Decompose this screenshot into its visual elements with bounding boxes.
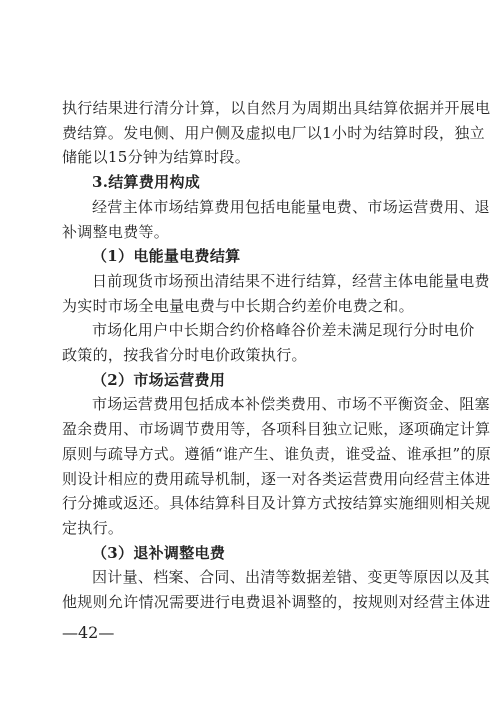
text-line: 日前现货市场预出清结果不进行结算，经营主体电能量电费 [92, 271, 490, 290]
text-line: 为实时市场全电量电费与中长期合约差价电费之和。 [62, 296, 414, 315]
subsection-heading: （3）退补调整电费 [92, 543, 226, 562]
text-line: 市场运营费用包括成本补偿类费用、市场不平衡资金、阻塞 [92, 395, 490, 414]
text-line: 行分摊或返还。具体结算科目及计算方式按结算实施细则相关规 [62, 494, 491, 513]
subsection-heading: （2）市场运营费用 [92, 370, 226, 389]
text-line: 政策的，按我省分时电价政策执行。 [62, 346, 307, 364]
text-line: 他规则允许情况需要进行电费退补调整的，按规则对经营主体进 [62, 593, 491, 611]
section-heading: 3.结算费用构成 [92, 173, 201, 192]
text-line: 经营主体市场结算费用包括电能量电费、市场运营费用、退 [92, 197, 490, 216]
text-line: 盈余费用、市场调节费用等，各项科目独立记账，逐项确定计算 [62, 420, 491, 439]
text-line: 因计量、档案、合同、出清等数据差错、变更等原因以及其 [92, 568, 490, 587]
text-line: 补调整电费等。 [62, 222, 170, 241]
subsection-heading: （1）电能量电费结算 [92, 247, 241, 266]
text-line: 费结算。发电侧、用户侧及虚拟电厂以1小时为结算时段，独立 [62, 123, 485, 142]
text-line: 执行结果进行清分计算，以自然月为周期出具结算依据并开展电 [62, 99, 491, 117]
text-line: 定执行。 [62, 518, 124, 537]
text-line: 则设计相应的费用疏导机制，逐一对各类运营费用向经营主体进 [62, 469, 491, 488]
text-line: 市场化用户中长期合约价格峰谷价差未满足现行分时电价 [92, 321, 475, 340]
page-number: —42— [62, 623, 115, 642]
text-line: 储能以15分钟为结算时段。 [62, 148, 250, 167]
text-line: 原则与疏导方式。遵循“谁产生、谁负责，谁受益、谁承担”的原 [62, 444, 492, 463]
